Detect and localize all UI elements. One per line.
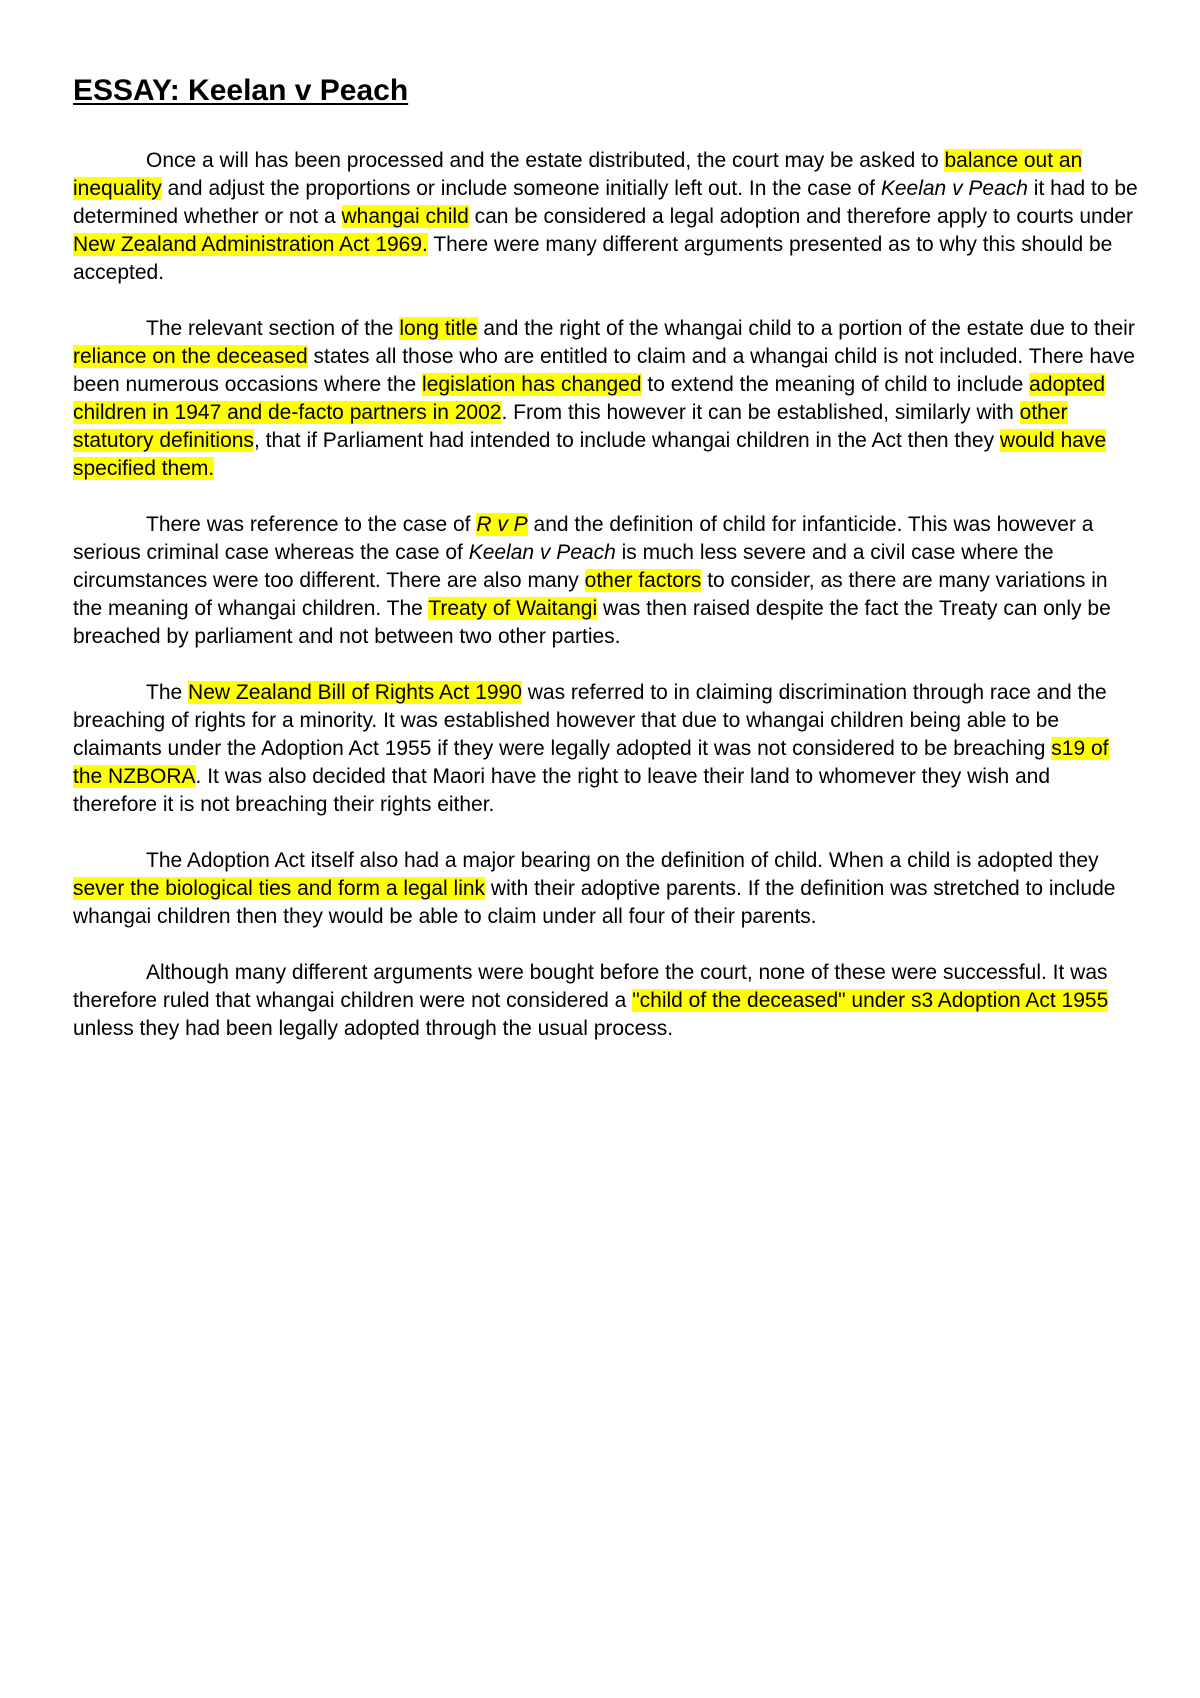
text-segment: The [146, 681, 189, 704]
essay-title: ESSAY: Keelan v Peach [73, 74, 409, 107]
text-segment: is much less severe and a civil case where the circumstances were too different. There are also many [73, 541, 1054, 592]
text-segment: unless they had been legally adopted through the usual process. [73, 1017, 674, 1040]
text-segment: with their adoptive parents. If the definition was stretched to include whangai children then they would be able to claim under all four of their parents. [73, 877, 1116, 928]
text-segment: , that if Parliament had intended to include whangai children in the Act then they [253, 429, 1000, 452]
text-segment: . From this however it can be established, similarly with [501, 401, 1020, 424]
text-segment: The relevant section of the [146, 317, 400, 340]
essay-paragraph [73, 679, 1139, 819]
text-segment: states all those who are entitled to claim and a whangai child is not included. There have been numerous occasions where the [73, 345, 1135, 396]
text-segment: to extend the meaning of child to include [641, 373, 1030, 396]
text-segment: Once a will has been processed and the estate distributed, the court may be asked to [146, 149, 945, 172]
essay-paragraph [73, 315, 1139, 483]
text-segment: The Adoption Act itself also had a major bearing on the definition of child. When a child is adopted they [146, 849, 1099, 872]
text-segment: and adjust the proportions or include someone initially left out. In the case of [161, 177, 881, 200]
text-segment: can be considered a legal adoption and therefore apply to courts under [468, 205, 1134, 228]
essay-body [73, 147, 1139, 1071]
text-segment: There were many different arguments presented as to why this should be accepted. [73, 233, 1113, 284]
text-segment: and the right of the whangai child to a portion of the estate due to their [477, 317, 1135, 340]
text-segment: and the definition of child for infanticide. This was however a serious criminal case whereas the case of [73, 513, 1094, 564]
highlighted-text: R v P [476, 513, 528, 536]
highlighted-text: sever the biological ties and form a legal link [73, 877, 486, 900]
highlighted-text: s19 of the NZBORA [73, 737, 1109, 788]
text-segment: There was reference to the case of [146, 513, 477, 536]
highlighted-text: legislation has changed [422, 373, 642, 396]
text-segment: it had to be determined whether or not a [73, 177, 1138, 228]
text-segment: . It was also decided that Maori have the right to leave their land to whomever they wish and therefore it is not breaching their rights either. [73, 765, 1051, 816]
essay-paragraph [73, 959, 1139, 1043]
text-segment: to consider, as there are many variations in the meaning of whangai children. The [73, 569, 1108, 620]
essay-paragraph [73, 147, 1139, 287]
highlighted-text: long title [399, 317, 478, 340]
highlighted-text: Treaty of Waitangi [428, 597, 598, 620]
text-segment: Keelan v Peach [880, 177, 1028, 200]
highlighted-text: "child of the deceased" under s3 Adoption Act 1955 [632, 989, 1109, 1012]
highlighted-text: adopted children in 1947 and de-facto partners in 2002 [73, 373, 1106, 424]
highlighted-text: other factors [584, 569, 702, 592]
highlighted-text: balance out an inequality [73, 149, 1083, 200]
highlighted-text: New Zealand Administration Act 1969. [73, 233, 428, 256]
highlighted-text: New Zealand Bill of Rights Act 1990 [188, 681, 522, 704]
essay-paragraph [73, 511, 1139, 651]
text-segment: was then raised despite the fact the Treaty can only be breached by parliament and not between two other parties. [73, 597, 1111, 648]
highlighted-text: other statutory definitions [73, 401, 1068, 452]
highlighted-text: reliance on the deceased [73, 345, 308, 368]
highlighted-text: would have specified them. [73, 429, 1107, 480]
text-segment: Keelan v Peach [468, 541, 616, 564]
text-segment: Although many different arguments were bought before the court, none of these were successful. It was therefore ruled that whangai children were not considered a [73, 961, 1108, 1012]
highlighted-text: whangai child [341, 205, 469, 228]
text-segment: was referred to in claiming discrimination through race and the breaching of rights for a minority. It was established however that due to whangai children being able to be claimants under the Adoption Act 1955 if they were legally adopted it was not considered to be breaching [73, 681, 1107, 760]
essay-paragraph [73, 847, 1139, 931]
